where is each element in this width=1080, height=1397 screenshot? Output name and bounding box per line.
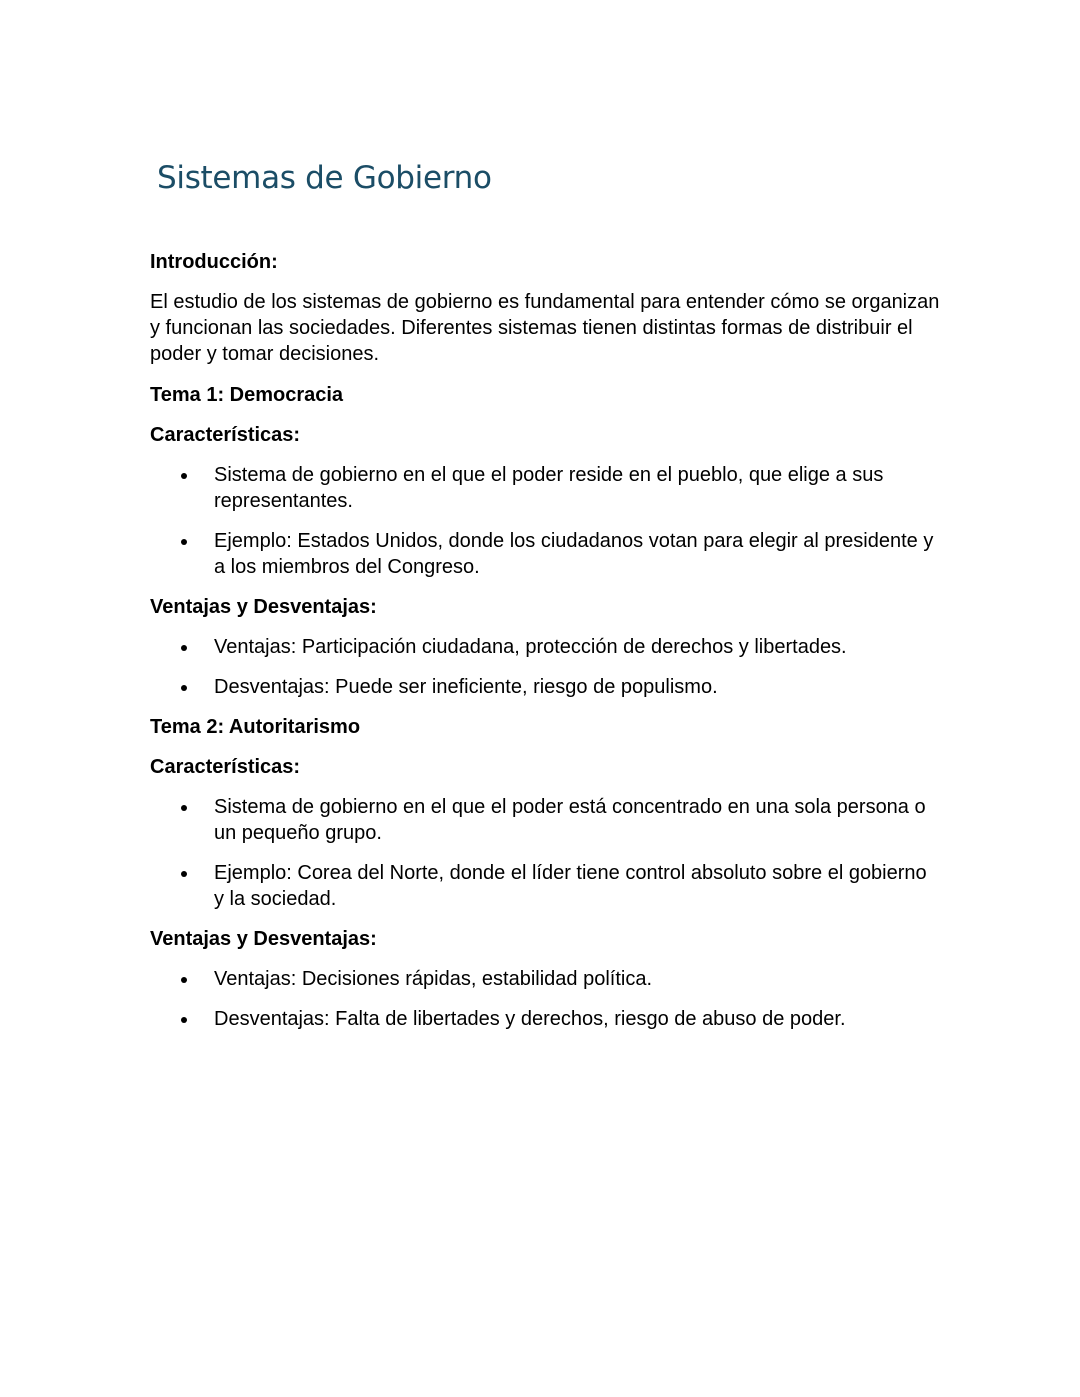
list-item xyxy=(150,674,940,700)
list-item xyxy=(150,528,940,580)
bullet-icon xyxy=(181,539,187,545)
bullet-icon xyxy=(181,805,187,811)
intro-heading: Introducción: xyxy=(150,251,278,273)
list-item xyxy=(150,634,940,660)
list-item-text: Ejemplo: Estados Unidos, donde los ciudadanos votan para elegir al presidente y a los miembros del Congreso. xyxy=(214,530,934,578)
pros-cons-heading: Ventajas y Desventajas: xyxy=(150,928,377,950)
pros-cons-list xyxy=(150,634,940,700)
bullet-icon xyxy=(181,1017,187,1023)
topic-section-autoritarismo xyxy=(150,714,940,1032)
intro-paragraph: El estudio de los sistemas de gobierno es fundamental para entender cómo se organizan y funcionan las sociedades. Diferentes sistemas tienen distintas formas de distribuir el poder y tomar decisiones. xyxy=(150,291,940,365)
bullet-icon xyxy=(181,645,187,651)
list-item xyxy=(150,794,940,846)
list-item-text: Sistema de gobierno en el que el poder reside en el pueblo, que elige a sus representantes. xyxy=(214,464,884,512)
document-title: Sistemas de Gobierno xyxy=(157,160,492,196)
document-body xyxy=(150,249,940,1046)
topic-heading: Tema 1: Democracia xyxy=(150,384,344,406)
pros-cons-list xyxy=(150,966,940,1032)
characteristics-heading: Características: xyxy=(150,424,301,446)
list-item xyxy=(150,860,940,912)
list-item-text: Ventajas: Decisiones rápidas, estabilidad política. xyxy=(214,968,653,990)
bullet-icon xyxy=(181,977,187,983)
bullet-icon xyxy=(181,473,187,479)
pros-cons-heading: Ventajas y Desventajas: xyxy=(150,596,377,618)
topic-heading: Tema 2: Autoritarismo xyxy=(150,716,361,738)
bullet-icon xyxy=(181,871,187,877)
list-item-text: Sistema de gobierno en el que el poder está concentrado en una sola persona o un pequeño grupo. xyxy=(214,796,926,844)
list-item-text: Ejemplo: Corea del Norte, donde el líder tiene control absoluto sobre el gobierno y la sociedad. xyxy=(214,862,927,910)
list-item-text: Desventajas: Puede ser ineficiente, riesgo de populismo. xyxy=(214,676,718,698)
list-item xyxy=(150,1006,940,1032)
list-item xyxy=(150,462,940,514)
bullet-icon xyxy=(181,685,187,691)
list-item xyxy=(150,966,940,992)
characteristics-list xyxy=(150,462,940,580)
characteristics-list xyxy=(150,794,940,912)
characteristics-heading: Características: xyxy=(150,756,301,778)
topic-section-democracia xyxy=(150,382,940,700)
list-item-text: Desventajas: Falta de libertades y derechos, riesgo de abuso de poder. xyxy=(214,1008,846,1030)
list-item-text: Ventajas: Participación ciudadana, protección de derechos y libertades. xyxy=(214,636,847,658)
